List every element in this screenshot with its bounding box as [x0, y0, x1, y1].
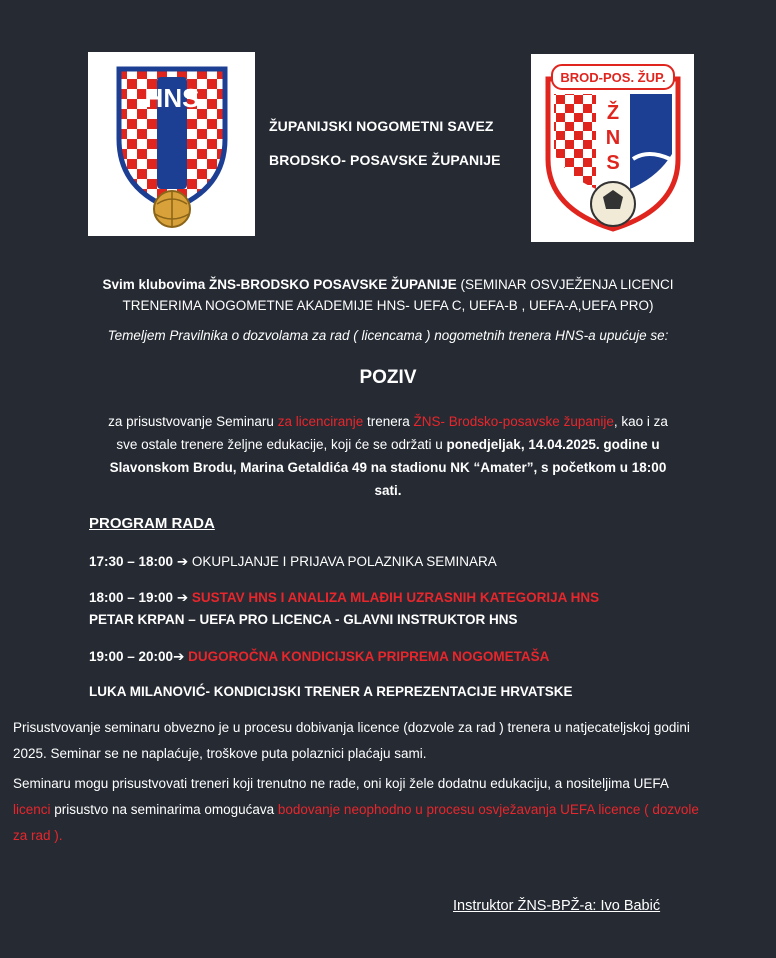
association-title-line1: ŽUPANIJSKI NOGOMETNI SAVEZ	[269, 118, 494, 134]
invitation-text-part: za prisustvovanje Seminaru	[108, 414, 278, 429]
invitation-location-end: sati.	[374, 483, 402, 498]
zns-logo	[531, 54, 694, 242]
program-item-time: 18:00 – 19:00	[89, 590, 174, 605]
paragraph-line: Prisustvovanje seminaru obvezno je u procesu dobivanja licence (dozvole za rad ) trenera u natjecateljskoj godini	[13, 720, 690, 735]
arrow-right-icon: ➔	[176, 554, 189, 569]
invitation-date: ponedjeljak, 14.04.2025. godine u	[446, 437, 660, 452]
svg-text:Ž: Ž	[606, 102, 619, 124]
svg-text:N: N	[605, 127, 620, 149]
intro-recipients	[0, 274, 776, 316]
program-item-text: OKUPLJANJE I PRIJAVA POLAZNIKA SEMINARA	[188, 554, 497, 569]
program-item-text: DUGOROČNA KONDICIJSKA PRIPREMA NOGOMETAŠA	[184, 649, 550, 664]
paragraph-highlight: licenci	[13, 802, 51, 817]
intro-license-levels: TRENERIMA NOGOMETNE AKADEMIJE HNS- UEFA C, UEFA-B , UEFA-A,UEFA PRO)	[122, 298, 654, 313]
eligibility-paragraph	[13, 771, 768, 849]
instructor-signature: Instruktor ŽNS-BPŽ-a: Ivo Babić	[453, 898, 661, 914]
zns-crest-icon	[538, 59, 688, 237]
paragraph-highlight: bodovanje neophodno u procesu osvježavanja UEFA licence ( dozvole	[277, 802, 699, 817]
paragraph-line: 2025. Seminar se ne naplaćuje, troškove puta polaznici plaćaju sami.	[13, 746, 427, 761]
program-item-3	[89, 649, 549, 665]
program-item-2	[89, 590, 599, 606]
hns-logo	[88, 52, 255, 236]
svg-text:S: S	[605, 152, 620, 174]
mandatory-attendance-paragraph	[13, 715, 768, 767]
svg-text:HNS: HNS	[144, 83, 199, 113]
paragraph-highlight: za rad ).	[13, 828, 63, 843]
program-item-text: SUSTAV HNS I ANALIZA MLAĐIH UZRASNIH KATEGORIJA HNS	[188, 590, 600, 605]
program-item-3-lecturer	[89, 684, 573, 699]
paragraph-line: prisustvo na seminarima omogućava	[50, 802, 278, 817]
program-item-1	[89, 554, 497, 570]
invitation-text-part: sve ostale trenere željne edukacije, koji će se održati u	[116, 437, 447, 452]
invitation-text	[0, 410, 776, 502]
paragraph-line: Seminaru mogu prisustvovati treneri koji trenutno ne rade, oni koji žele dodatnu edukaciju, a nositeljima UEFA	[13, 776, 669, 791]
arrow-right-icon: ➔	[173, 649, 185, 664]
invitation-text-part: , kao i za	[613, 414, 668, 429]
invitation-location: Slavonskom Brodu, Marina Getaldića 49 na stadionu NK “Amater”, s početkom u 18:00	[109, 460, 667, 475]
invitation-highlight: ŽNS- Brodsko-posavske županije	[413, 414, 614, 429]
program-item-time: 19:00 – 20:00	[89, 649, 174, 664]
invitation-highlight: za licenciranje	[277, 414, 364, 429]
invitation-text-part: trenera	[363, 414, 414, 429]
program-item-2-lecturer	[89, 612, 518, 627]
association-title-line2: BRODSKO- POSAVSKE ŽUPANIJE	[269, 152, 501, 168]
program-item-time: 17:30 – 18:00	[89, 554, 174, 569]
intro-recipients-bold: Svim klubovima ŽNS-BRODSKO POSAVSKE ŽUPANIJE	[102, 277, 457, 292]
program-title: PROGRAM RADA	[89, 515, 215, 532]
program-lecturer: LUKA MILANOVIĆ- KONDICIJSKI TRENER A REPREZENTACIJE HRVATSKE	[89, 684, 573, 699]
legal-basis-line: Temeljem Pravilnika o dozvolama za rad ( licencama ) nogometnih trenera HNS-a upućuje se:	[107, 328, 669, 343]
invitation-title: POZIV	[359, 367, 417, 388]
arrow-right-icon: ➔	[176, 590, 189, 605]
svg-text:BROD-POS. ŽUP.: BROD-POS. ŽUP.	[559, 70, 666, 85]
hns-crest-icon	[107, 59, 237, 229]
intro-seminar-note: (SEMINAR OSVJEŽENJA LICENCI	[456, 277, 674, 292]
program-lecturer: PETAR KRPAN – UEFA PRO LICENCA - GLAVNI INSTRUKTOR HNS	[89, 612, 518, 627]
